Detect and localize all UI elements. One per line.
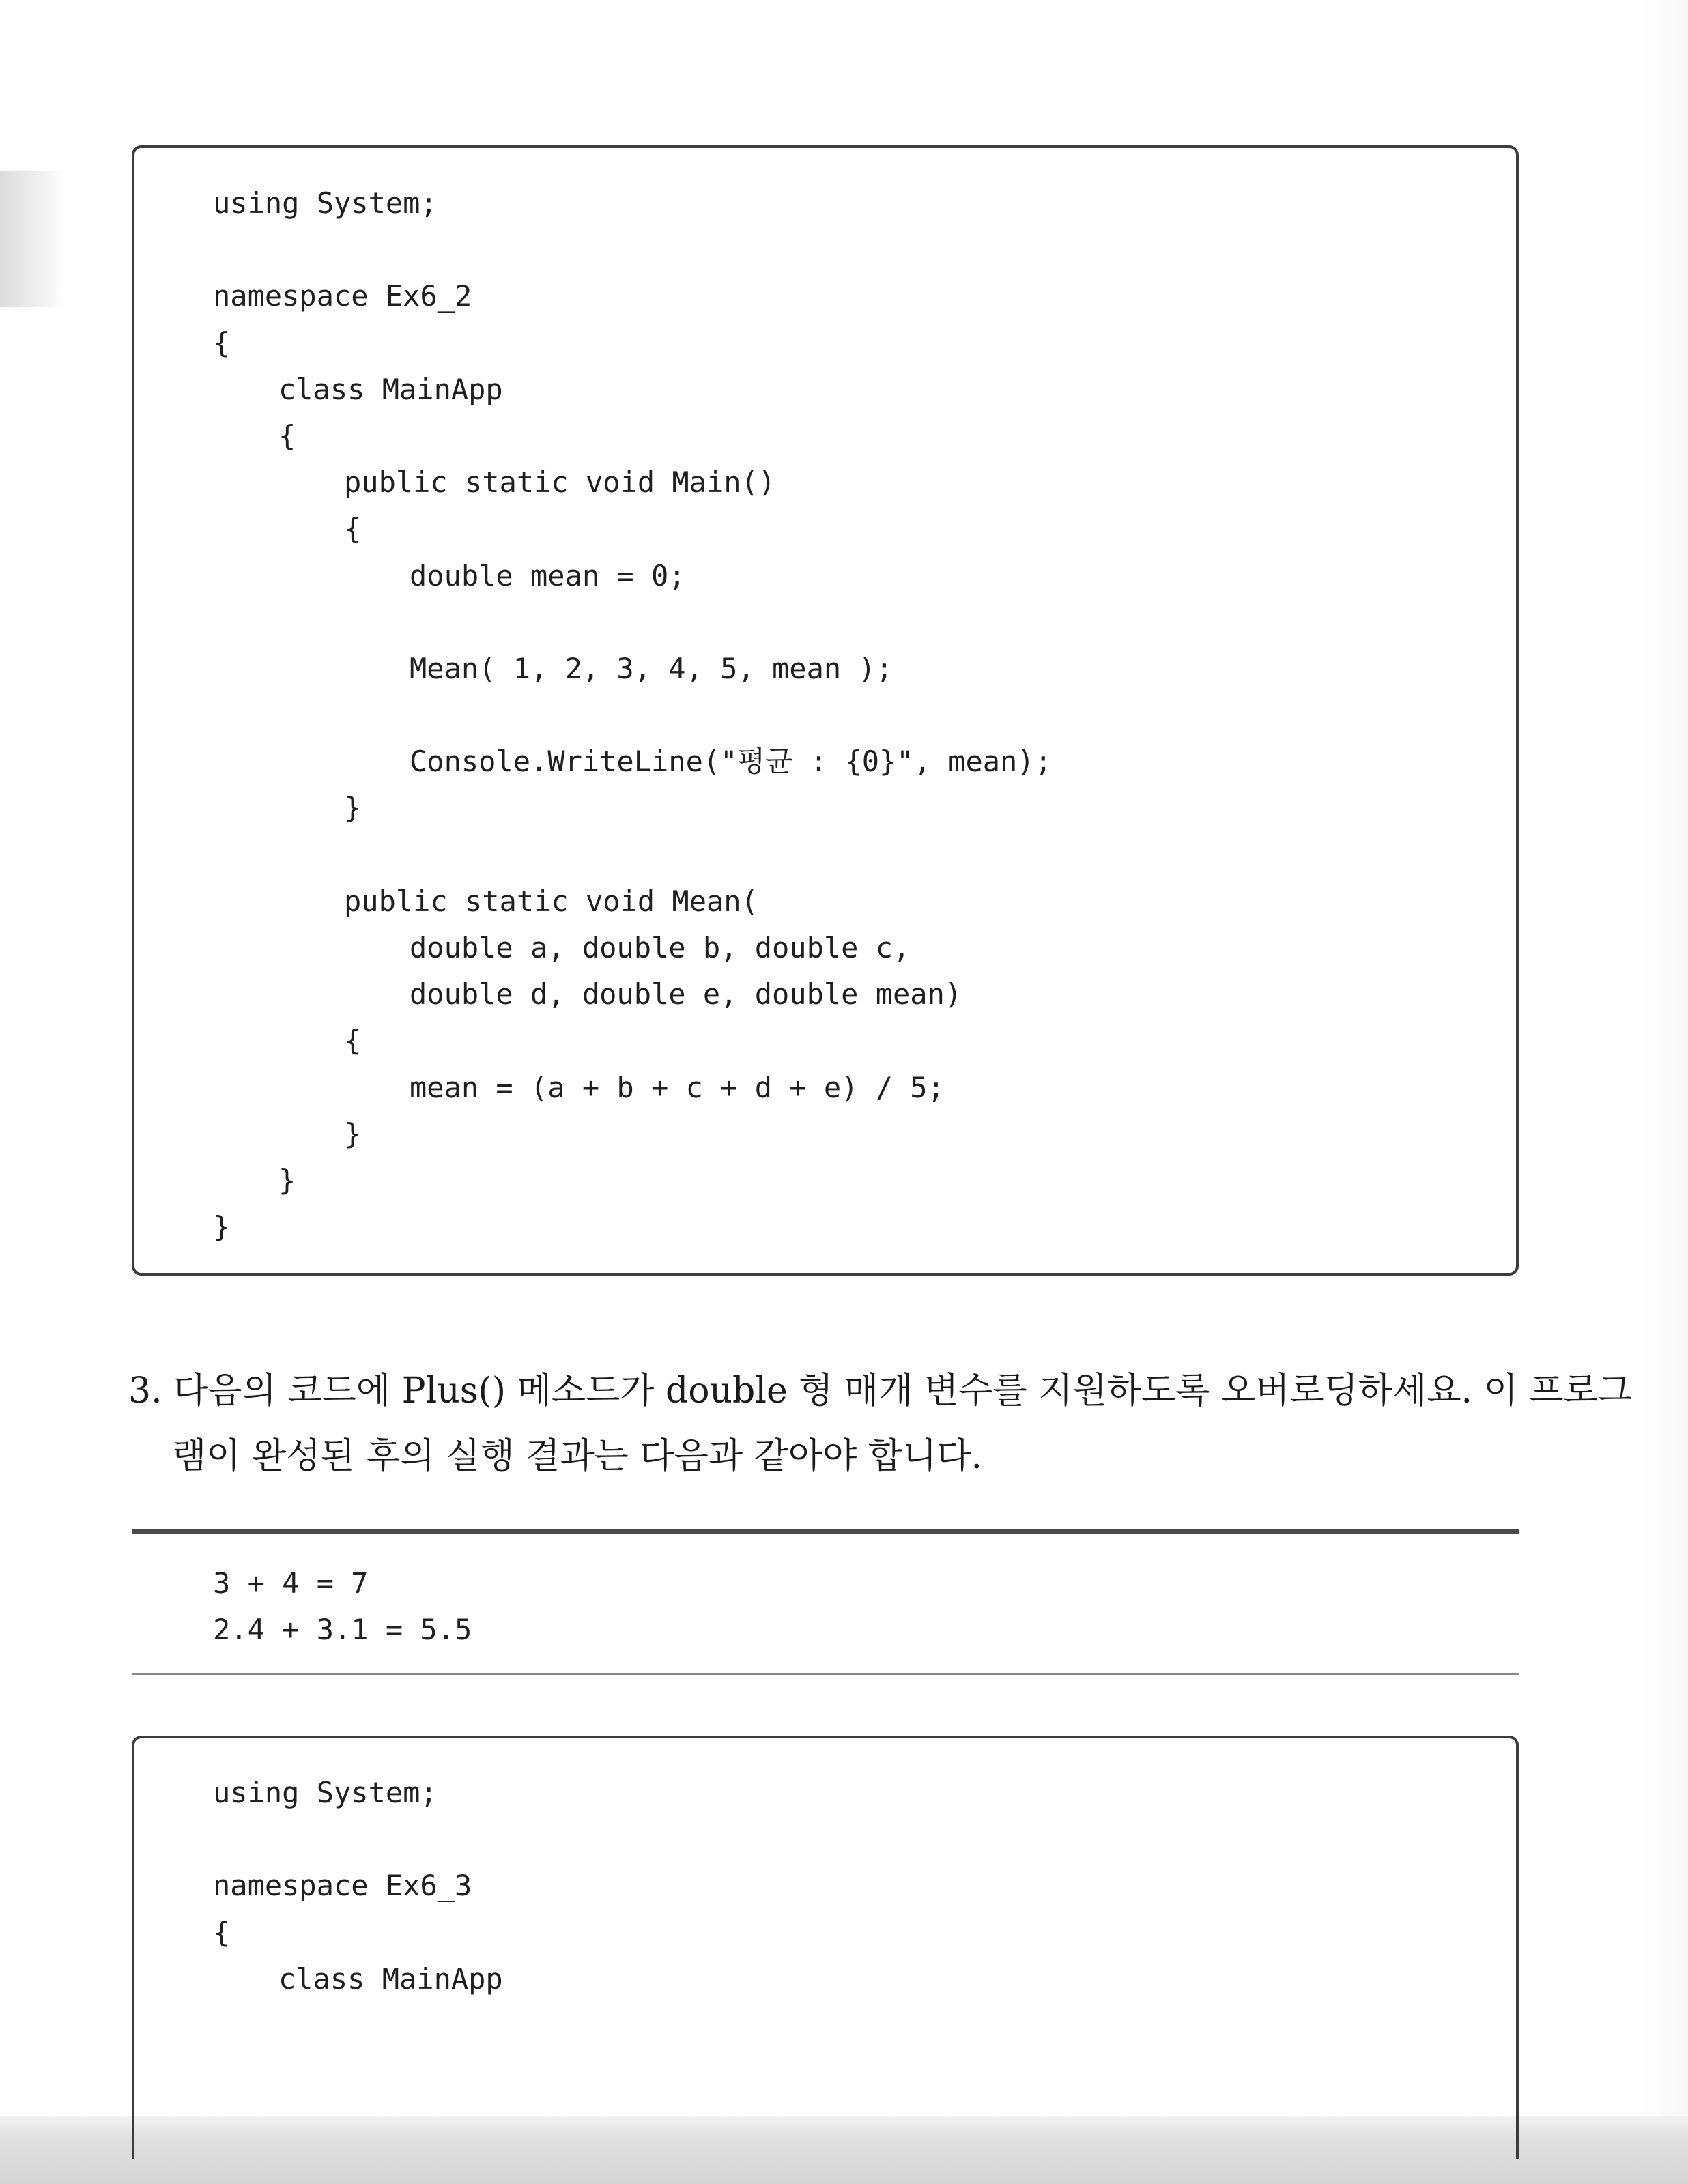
code-line: } xyxy=(213,1210,231,1244)
code-listing-ex6-2 xyxy=(213,180,1052,1250)
code-listing-ex6-3 xyxy=(213,1770,503,2002)
code-line: { xyxy=(344,512,362,546)
code-line xyxy=(213,599,1052,646)
code-line: { xyxy=(213,1915,231,1949)
question-line-1 xyxy=(128,1358,1633,1424)
code-line: double d, double e, double mean) xyxy=(410,977,962,1011)
output-text xyxy=(213,1560,472,1653)
code-line: { xyxy=(278,418,296,452)
execution-output xyxy=(132,1529,1519,1676)
code-line: public static void Main() xyxy=(344,465,776,500)
output-top-rule xyxy=(132,1529,1519,1534)
scan-shadow-left xyxy=(0,171,65,307)
code-line: namespace Ex6_3 xyxy=(213,1869,472,1903)
code-line xyxy=(213,832,1052,878)
question-text-1: 다음의 코드에 Plus() 메소드가 double 형 매개 변수를 지원하도록 오버로딩하세요. 이 프로그 xyxy=(173,1370,1633,1411)
code-line: using System; xyxy=(213,186,438,220)
code-line xyxy=(213,1816,503,1863)
code-line: double mean = 0; xyxy=(410,558,686,592)
code-line xyxy=(213,692,1052,738)
code-line: mean = (a + b + c + d + e) / 5; xyxy=(410,1070,945,1104)
code-line: double a, double b, double c, xyxy=(410,931,911,964)
code-line: { xyxy=(344,1024,362,1058)
code-line: } xyxy=(344,1117,362,1151)
code-line: namespace Ex6_2 xyxy=(213,279,472,313)
code-line: using System; xyxy=(213,1776,438,1809)
code-line: } xyxy=(278,1163,296,1197)
code-line: Console.WriteLine("평균 : {0}", mean); xyxy=(410,745,1052,779)
question-3 xyxy=(128,1358,1633,1489)
output-bottom-rule xyxy=(132,1673,1519,1675)
code-line: class MainApp xyxy=(278,1962,503,1996)
output-line: 3 + 4 = 7 xyxy=(213,1566,369,1600)
code-line xyxy=(213,227,1052,273)
question-number: 3. xyxy=(128,1370,162,1411)
scan-shadow-right xyxy=(1633,0,1688,2116)
question-text-2: 램이 완성된 후의 실행 결과는 다음과 같아야 합니다. xyxy=(172,1436,983,1477)
code-line: public static void Mean( xyxy=(344,884,758,918)
output-line: 2.4 + 3.1 = 5.5 xyxy=(213,1613,472,1647)
code-line: class MainApp xyxy=(278,372,503,406)
code-line: } xyxy=(344,791,362,825)
code-line: Mean( 1, 2, 3, 4, 5, mean ); xyxy=(410,651,893,685)
code-line: { xyxy=(213,326,231,360)
